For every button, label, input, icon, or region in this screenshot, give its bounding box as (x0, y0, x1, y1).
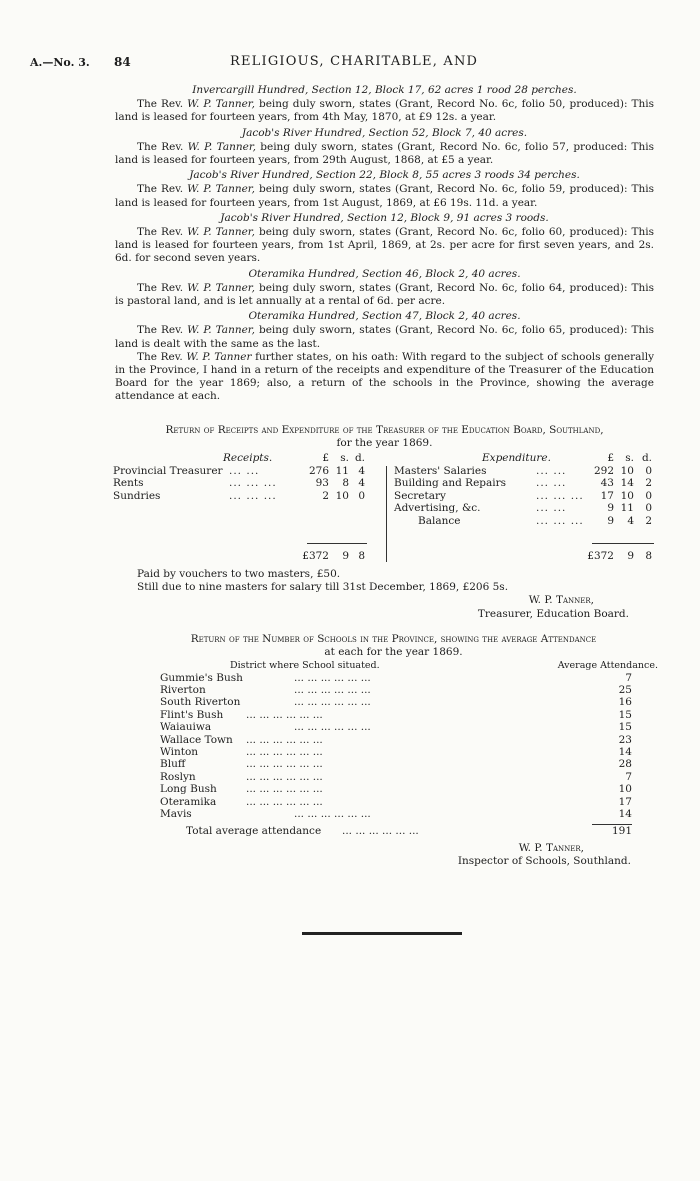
entry-heading: Oteramika Hundred, Section 46, Block 2, 40 acres. (248, 267, 521, 280)
expenditure-total-rule (592, 543, 654, 544)
finance-note: Paid by vouchers to two masters, £50. (137, 568, 341, 581)
further-statement: The Rev. W. P. Tanner further states, on his oath: With regard to the subject of schools generally in the Province, I hand in a return of the receipts and expenditure of the Treasurer of the Education Board for the year 1869; also, a return of the schools in the Province, showing the average attendance at each. (115, 350, 654, 403)
school-name: Bluff (160, 758, 186, 771)
attendance-table (160, 659, 658, 838)
entry-heading: Invercargill Hundred, Section 12, Block 17, 62 acres 1 rood 28 perches. (192, 84, 577, 96)
school-attendance: 15 (618, 708, 632, 721)
expenditure-total-row: £372 9 8 (587, 550, 652, 563)
school-name: Gummie's Bush (160, 671, 243, 684)
entry-heading: Jacob's River Hundred, Section 12, Block 9, 91 acres 3 roods. (220, 211, 549, 224)
school-attendance: 7 (625, 671, 632, 684)
school-row: Waiauiwa ... ... ... ... ... ... 15 (160, 721, 632, 734)
expenditure-row: Building and Repairs ... ... 43 14 2 (394, 477, 652, 490)
page-header (30, 56, 670, 72)
attendance-column-header: Average Attendance. (557, 660, 658, 672)
document-reference: A.—No. 3. (30, 56, 90, 69)
school-attendance: 25 (618, 684, 632, 697)
school-attendance: 14 (618, 746, 632, 759)
school-name: South Riverton (160, 696, 241, 709)
finance-return-title: Return of Receipts and Expenditure of the Treasurer of the Education Board, Southland, for the year 1869. (165, 423, 604, 449)
entry-heading: Jacob's River Hundred, Section 52, Block 7, 40 acres. (241, 126, 528, 139)
entry-statement: The Rev. W. P. Tanner, being duly sworn, states (Grant, Record No. 6c, folio 60, produced): This land is leased for fourteen years, from 1st April, 1869, at 2s. per acre for first seven years, and 2s. 6d. for second seven years. (115, 226, 654, 265)
receipt-row: Sundries ... ... ... 2 10 0 (113, 489, 365, 502)
school-row: Roslyn ... ... ... ... ... ... 7 (160, 770, 632, 783)
entry-statement: The Rev. W. P. Tanner, being duly sworn, states (Grant, Record No. 6c, folio 57, produced: This land is leased for fourteen years, from 29th August, 1868, at £5 a year. (115, 140, 654, 167)
column-divider (386, 466, 387, 562)
finance-table (115, 452, 654, 578)
receipts-heading: Receipts. (223, 452, 273, 465)
expenditure-heading: Expenditure. (482, 452, 551, 465)
district-column-header: District where School situated. (230, 660, 380, 672)
end-rule (302, 932, 462, 935)
page-body (113, 82, 658, 868)
school-attendance: 10 (618, 783, 632, 796)
school-row: Flint's Bush ... ... ... ... ... ... 15 (160, 708, 632, 721)
school-row: Mavis ... ... ... ... ... ... 14 (160, 807, 632, 820)
land-entries (115, 84, 654, 351)
running-title: RELIGIOUS, CHARITABLE, AND (230, 54, 479, 69)
receipt-row: Provincial Treasurer ... ... 276 11 4 (113, 464, 365, 477)
school-row: Bluff ... ... ... ... ... ... 28 (160, 758, 632, 771)
school-name: Oteramika (160, 795, 217, 808)
school-row: Long Bush ... ... ... ... ... ... 10 (160, 783, 632, 796)
total-rule (592, 824, 632, 825)
expenditure-row: Balance ... ... ... 9 4 2 (418, 515, 652, 528)
school-name: Roslyn (160, 770, 196, 783)
school-name: Winton (160, 746, 199, 759)
school-name: Long Bush (160, 783, 217, 796)
entry-statement: The Rev. W. P. Tanner, being duly sworn, states (Grant, Record No. 6c, folio 59, produced): This land is leased for fourteen years, from 1st August, 1869, at £6 19s. 11d. a year. (115, 183, 654, 209)
school-row: South Riverton ... ... ... ... ... ... 16 (160, 696, 632, 709)
page-number: 84 (114, 55, 131, 69)
school-attendance: 14 (618, 807, 632, 820)
inspector-signature: W. P. Tanner, Inspector of Schools, Southland. (457, 841, 631, 867)
school-row: Riverton ... ... ... ... ... ... 25 (160, 684, 632, 697)
expenditure-row: Secretary ... ... ... 17 10 0 (394, 489, 652, 502)
school-name: Riverton (160, 684, 206, 697)
school-attendance: 28 (618, 758, 632, 771)
pence-header: d. (354, 452, 365, 465)
receipts-total-rule (307, 543, 367, 544)
school-row: Winton ... ... ... ... ... ... 14 (160, 746, 632, 759)
school-name: Flint's Bush (160, 708, 224, 721)
shilling-header: s. (340, 452, 349, 465)
school-attendance: 16 (618, 696, 632, 709)
school-name: Waiauiwa (160, 721, 212, 734)
expenditure-column: Expenditure. £ s. d. Masters' Salaries ... ... 292 10 0 Building and Repairs ... ... 43 14 2 Secretary ... ... ... 17 10 0 Advertising, &c. ... ... 9 11 0 Balance ... ... ... 9 4 2 £372 9 8 (394, 452, 656, 528)
expenditure-row: Advertising, &c. ... ... 9 11 0 (394, 502, 652, 515)
school-attendance: 7 (625, 770, 632, 783)
receipts-total-row: £372 9 8 (302, 550, 365, 563)
receipt-row: Rents ... ... ... 93 8 4 (113, 477, 365, 490)
treasurer-signature: W. P. Tanner, Treasurer, Education Board. (477, 594, 629, 620)
school-attendance: 23 (618, 733, 632, 746)
entry-statement: The Rev. W. P. Tanner, being duly sworn, states (Grant, Record No. 6c, folio 50, produced): This land is leased for fourteen years, from 4th May, 1870, at £9 12s. a year. (115, 98, 654, 124)
school-row: Wallace Town ... ... ... ... ... ... 23 (160, 733, 632, 746)
entry-statement: The Rev. W. P. Tanner, being duly sworn, states (Grant, Record No. 6c, folio 64, produced): This is pastoral land, and is let annually at a rental of 6d. per acre. (115, 281, 654, 308)
school-name: Mavis (160, 807, 192, 820)
receipts-column (113, 452, 375, 563)
finance-note: Still due to nine masters for salary till 31st December, 1869, £206 5s. (137, 581, 509, 594)
school-row: Gummie's Bush ... ... ... ... ... ... 7 (160, 671, 632, 684)
attendance-total-row: Total average attendance ... ... ... ... ... ... 191 (186, 825, 632, 838)
total-label: Total average attendance (186, 825, 322, 838)
total-value: 191 (611, 825, 632, 838)
expenditure-row: Masters' Salaries ... ... 292 10 0 (394, 464, 652, 477)
entry-heading: Jacob's River Hundred, Section 22, Block 8, 55 acres 3 roods 34 perches. (189, 169, 580, 182)
attendance-return-title: Return of the Number of Schools in the Province, showing the average Attendance at each for the year 1869. (190, 632, 597, 659)
attendance-header-row (160, 659, 658, 672)
school-attendance: 15 (618, 721, 632, 734)
school-name: Wallace Town (160, 733, 233, 746)
entry-statement: The Rev. W. P. Tanner, being duly sworn, states (Grant, Record No. 6c, folio 65, produced): This land is dealt with the same as the last. (115, 324, 654, 350)
school-attendance: 17 (618, 795, 632, 808)
pound-header: £ (322, 452, 329, 465)
school-row: Oteramika ... ... ... ... ... ... 17 (160, 795, 632, 808)
entry-heading: Oteramika Hundred, Section 47, Block 2, 40 acres. (248, 310, 521, 323)
